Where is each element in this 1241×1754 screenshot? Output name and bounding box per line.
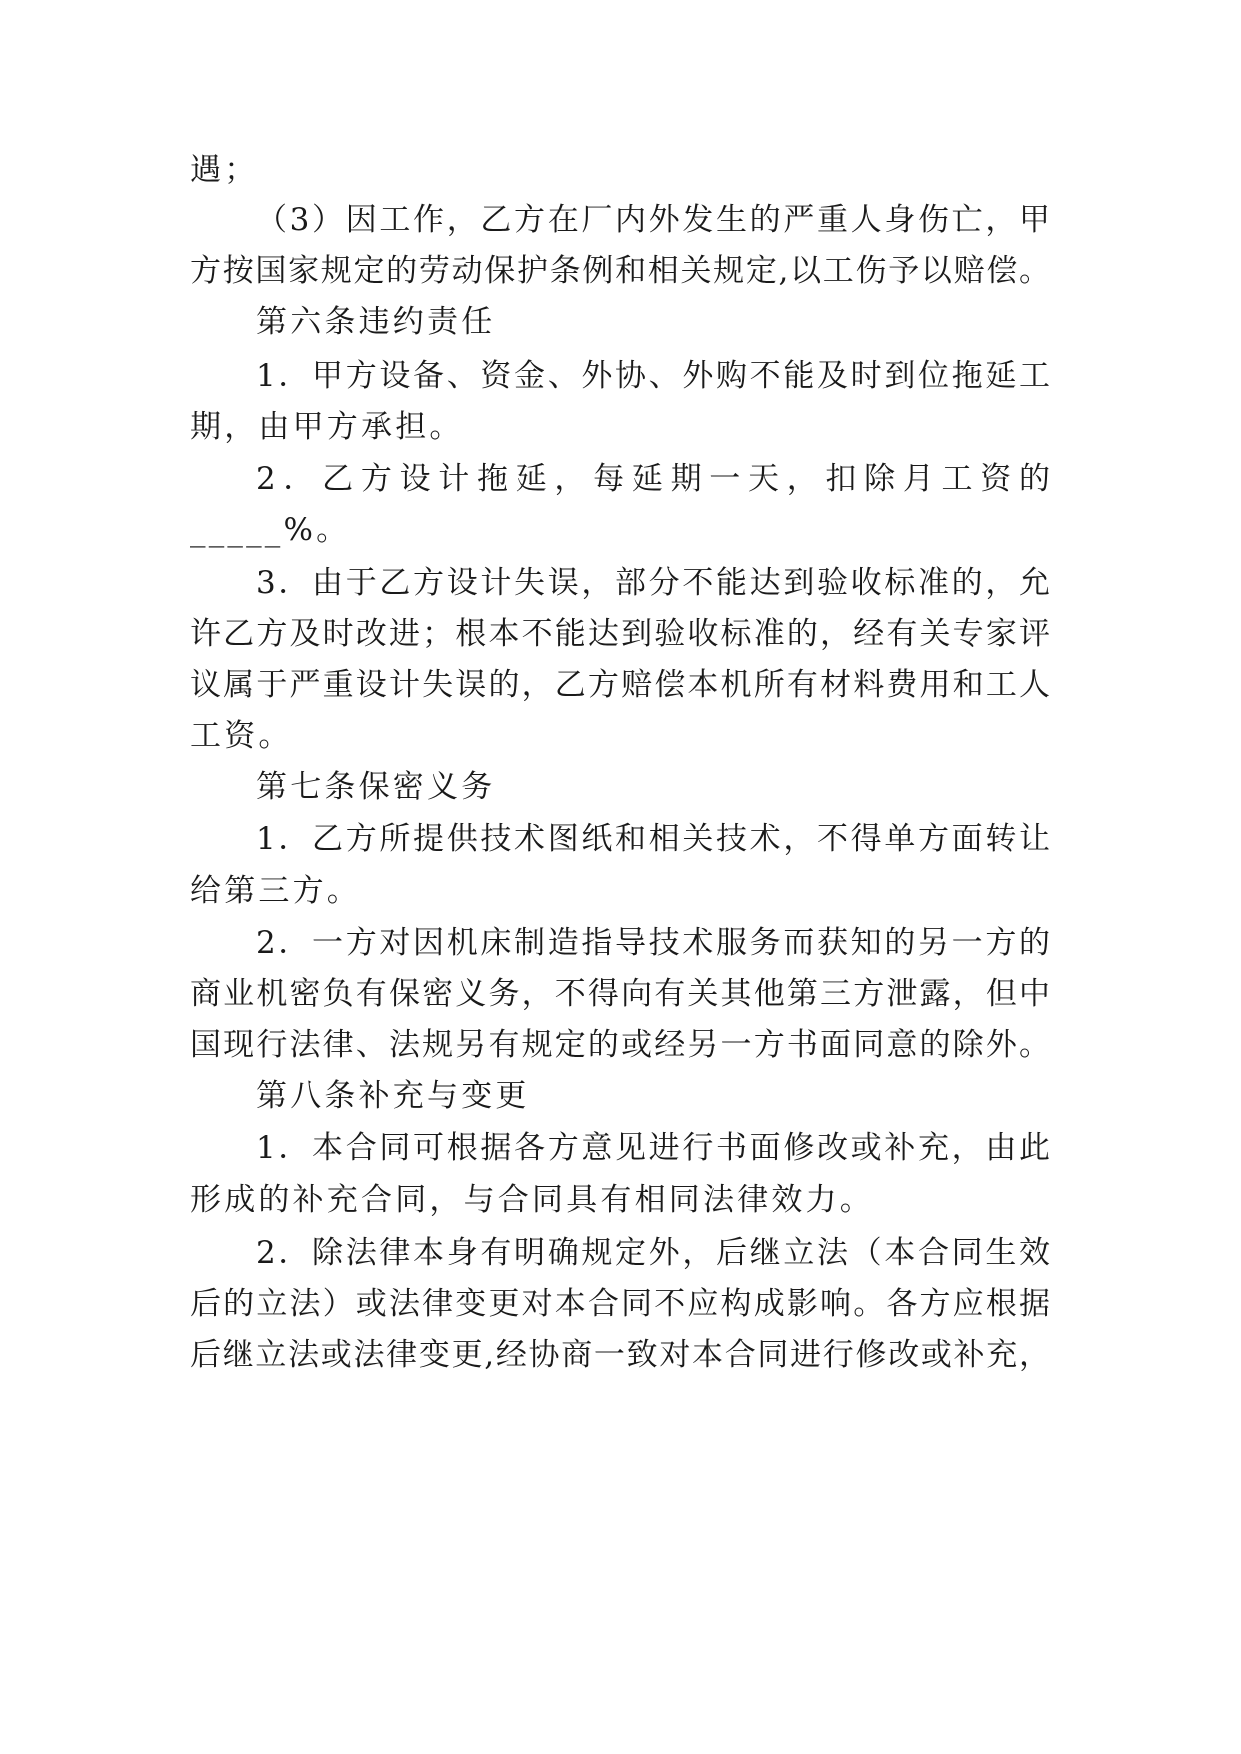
section-heading: 第八条补充与变更 xyxy=(256,1078,530,1114)
text-line: 2．一方对因机床制造指导技术服务而获知的另一方的 xyxy=(256,925,1050,961)
text-line: 遇； xyxy=(190,152,259,188)
text-line: 商业机密负有保密义务，不得向有关其他第三方泄露，但中 xyxy=(190,976,1050,1012)
text-line: 1．本合同可根据各方意见进行书面修改或补充，由此 xyxy=(256,1130,1050,1166)
text-line: 期，由甲方承担。 xyxy=(190,409,464,445)
section-heading: 第七条保密义务 xyxy=(256,769,496,805)
text-line: 许乙方及时改进；根本不能达到验收标准的，经有关专家评 xyxy=(190,616,1050,652)
text-line: 议属于严重设计失误的，乙方赔偿本机所有材料费用和工人 xyxy=(190,667,1050,703)
text-line: 工资。 xyxy=(190,718,293,754)
text-line: （3）因工作，乙方在厂内外发生的严重人身伤亡，甲 xyxy=(256,202,1050,238)
text-line: 方按国家规定的劳动保护条例和相关规定,以工伤予以赔偿。 xyxy=(190,253,1050,289)
text-line: 后的立法）或法律变更对本合同不应构成影响。各方应根据 xyxy=(190,1286,1050,1322)
text-line: 形成的补充合同，与合同具有相同法律效力。 xyxy=(190,1182,874,1218)
text-line: 3．由于乙方设计失误，部分不能达到验收标准的，允 xyxy=(256,565,1050,601)
text-line: 2．除法律本身有明确规定外，后继立法（本合同生效 xyxy=(256,1235,1050,1271)
text-line: 2．乙方设计拖延，每延期一天，扣除月工资的 xyxy=(256,461,1050,497)
section-heading: 第六条违约责任 xyxy=(256,304,496,340)
text-line: 1．甲方设备、资金、外协、外购不能及时到位拖延工 xyxy=(256,358,1050,394)
text-line: _____%。 xyxy=(190,512,351,548)
text-line: 1．乙方所提供技术图纸和相关技术，不得单方面转让 xyxy=(256,821,1050,857)
text-line: 给第三方。 xyxy=(190,873,361,909)
text-line: 国现行法律、法规另有规定的或经另一方书面同意的除外。 xyxy=(190,1027,1050,1063)
text-line: 后继立法或法律变更,经协商一致对本合同进行修改或补充， xyxy=(190,1337,1050,1373)
